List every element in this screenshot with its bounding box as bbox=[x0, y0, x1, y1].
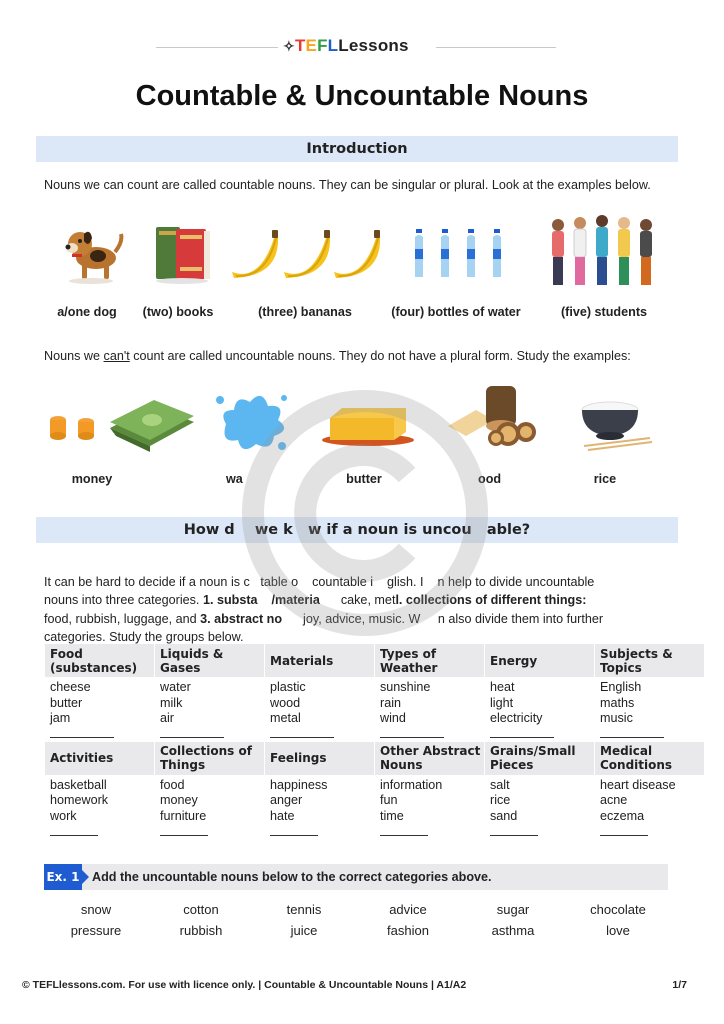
category-item: time bbox=[380, 808, 404, 823]
category-item: furniture bbox=[160, 808, 207, 823]
category-header: Grains/Small Pieces bbox=[485, 742, 595, 775]
category-header: Medical Conditions bbox=[595, 742, 705, 775]
category-item: sunshine bbox=[380, 680, 431, 694]
logo-letter: T bbox=[294, 36, 306, 55]
section2-line2b: 1. substa /materia bbox=[202, 593, 320, 608]
answer-blank-line[interactable] bbox=[50, 825, 98, 836]
category-item: eczema bbox=[600, 808, 645, 823]
cant-underlined: can't bbox=[103, 349, 130, 363]
category-item: maths bbox=[600, 695, 635, 710]
word-bank-item: fashion bbox=[387, 923, 429, 938]
how-to-know-heading-band bbox=[36, 517, 678, 543]
category-header: Other Abstract Nouns bbox=[375, 742, 485, 775]
tefl-lessons-logo bbox=[283, 36, 409, 56]
lightbulb-icon: ✧ bbox=[283, 38, 295, 54]
caption-bottles: (four) bottles of water bbox=[391, 305, 521, 319]
category-header: Materials bbox=[265, 644, 375, 677]
rice-icon bbox=[574, 388, 654, 452]
category-item: sand bbox=[490, 808, 518, 823]
section2-line1: It can be hard to decide if a noun is c table o countable i glish. I n help to divide uncountable bbox=[44, 574, 595, 589]
how-to-know-heading: How d we k w if a noun is uncou able? bbox=[183, 522, 531, 538]
category-item: jam bbox=[50, 711, 71, 726]
category-table bbox=[44, 644, 704, 840]
category-item: wood bbox=[270, 695, 301, 710]
wood-icon bbox=[446, 380, 538, 450]
caption-money: money bbox=[71, 472, 113, 486]
category-item: light bbox=[490, 695, 514, 710]
section2-line2e: l. collections of different things: bbox=[395, 593, 587, 608]
page-title: Countable & Uncountable Nouns bbox=[135, 80, 589, 112]
word-bank-item: love bbox=[606, 923, 630, 938]
section2-line2d: t bbox=[391, 593, 396, 608]
logo-lessons: Lessons bbox=[338, 36, 409, 55]
category-item: acne bbox=[600, 793, 628, 808]
countable-intro-text: Nouns we can count are called countable nouns. They can be singular or plural. Look at the examples below. bbox=[44, 178, 651, 192]
exercise-bar bbox=[44, 864, 668, 890]
answer-blank-line[interactable] bbox=[380, 727, 444, 738]
category-items bbox=[45, 677, 155, 742]
category-items bbox=[595, 775, 705, 840]
category-item: water bbox=[160, 680, 191, 694]
intro-heading: Introduction bbox=[306, 141, 408, 157]
category-item: metal bbox=[270, 711, 301, 726]
caption-dog: a/one dog bbox=[57, 305, 117, 319]
category-header: Energy bbox=[485, 644, 595, 677]
category-items bbox=[155, 775, 265, 840]
word-bank-item: tennis bbox=[286, 902, 322, 917]
category-header: Food (substances) bbox=[45, 644, 155, 677]
category-item: English bbox=[600, 680, 642, 694]
section2-line2a: nouns into three categories. bbox=[44, 593, 203, 608]
table-header-row-1 bbox=[45, 644, 705, 677]
word-bank-item: rubbish bbox=[179, 923, 223, 938]
category-item: butter bbox=[50, 695, 83, 710]
dog-icon bbox=[58, 220, 124, 286]
section2-line3a: food, rubbish, luggage, and bbox=[44, 611, 201, 626]
category-header: Feelings bbox=[265, 742, 375, 775]
category-header: Types of Weather bbox=[375, 644, 485, 677]
exercise-instruction: Add the uncountable nouns below to the correct categories above. bbox=[92, 870, 492, 884]
category-items bbox=[485, 775, 595, 840]
category-item: rain bbox=[380, 695, 401, 710]
category-header: Subjects & Topics bbox=[595, 644, 705, 677]
category-items bbox=[375, 775, 485, 840]
category-item: happiness bbox=[270, 777, 328, 792]
caption-water: wa bbox=[226, 472, 243, 486]
word-bank-item: advice bbox=[389, 902, 427, 917]
category-item: salt bbox=[490, 777, 510, 792]
category-item: work bbox=[50, 808, 77, 823]
page-number: 1/7 bbox=[672, 979, 687, 991]
category-item: basketball bbox=[50, 777, 107, 792]
category-item: milk bbox=[160, 695, 183, 710]
category-items bbox=[595, 677, 705, 742]
category-items bbox=[265, 775, 375, 840]
section2-line3b: 3. abstract no bbox=[200, 611, 283, 626]
category-item: heat bbox=[490, 680, 515, 694]
category-item: plastic bbox=[270, 680, 306, 694]
category-item: food bbox=[160, 777, 185, 792]
bananas-icon bbox=[230, 226, 380, 284]
category-items bbox=[485, 677, 595, 742]
category-item: air bbox=[160, 711, 174, 726]
water-bottles-icon bbox=[412, 229, 512, 281]
students-icon bbox=[546, 213, 664, 289]
category-item: electricity bbox=[490, 711, 543, 726]
category-item: fun bbox=[380, 793, 398, 808]
category-item: wind bbox=[380, 711, 406, 726]
word-bank-item: chocolate bbox=[590, 902, 646, 917]
logo-letter: L bbox=[327, 36, 339, 55]
logo-tefl bbox=[295, 36, 338, 55]
answer-blank-line[interactable] bbox=[380, 825, 428, 836]
category-item: money bbox=[160, 793, 198, 808]
caption-rice: rice bbox=[593, 472, 617, 486]
butter-icon bbox=[322, 406, 414, 446]
caption-wood: ood bbox=[478, 472, 502, 486]
uncountable-text-part2: count are called uncountable nouns. They do not have a plural form. Study the examples: bbox=[129, 349, 631, 363]
category-item: homework bbox=[50, 793, 109, 808]
intro-heading-band bbox=[36, 136, 678, 162]
exercise-badge: Ex. 1 bbox=[44, 864, 82, 890]
uncountable-intro-text bbox=[44, 347, 684, 366]
uncountable-text-part1: Nouns we bbox=[44, 349, 104, 363]
word-bank-item: asthma bbox=[491, 923, 535, 938]
category-item: rice bbox=[490, 793, 511, 808]
answer-blank-line[interactable] bbox=[600, 825, 648, 836]
water-splash-icon bbox=[214, 390, 290, 454]
footer-text: © TEFLlessons.com. For use with licence only. | Countable & Uncountable Nouns | A1/A2 bbox=[22, 979, 467, 991]
caption-bananas: (three) bananas bbox=[258, 305, 352, 319]
category-item: cheese bbox=[50, 680, 91, 694]
word-bank-item: cotton bbox=[183, 902, 219, 917]
header-rule-right bbox=[436, 47, 556, 48]
caption-butter: butter bbox=[346, 472, 382, 486]
category-item: music bbox=[600, 711, 633, 726]
category-item: hate bbox=[270, 808, 295, 823]
category-header: Activities bbox=[45, 742, 155, 775]
category-items bbox=[45, 775, 155, 840]
answer-blank-line[interactable] bbox=[490, 727, 554, 738]
word-bank-item: sugar bbox=[496, 902, 530, 917]
table-header-row-2 bbox=[45, 742, 705, 775]
word-bank-item: juice bbox=[290, 923, 318, 938]
money-icon bbox=[46, 398, 196, 452]
table-body-row-1 bbox=[45, 677, 705, 742]
category-header: Collections of Things bbox=[155, 742, 265, 775]
category-item: information bbox=[380, 777, 443, 792]
answer-blank-line[interactable] bbox=[600, 727, 664, 738]
word-bank-item: snow bbox=[80, 902, 112, 917]
category-items bbox=[375, 677, 485, 742]
how-to-know-text bbox=[44, 554, 684, 647]
section2-line4: categories. Study the groups below. bbox=[44, 630, 244, 645]
category-item: heart disease bbox=[600, 777, 676, 792]
header-rule-left bbox=[156, 47, 278, 48]
books-icon bbox=[154, 223, 212, 285]
answer-blank-line[interactable] bbox=[270, 727, 334, 738]
table-body-row-2 bbox=[45, 775, 705, 840]
section2-line2c: cake, me bbox=[319, 593, 392, 608]
answer-blank-line[interactable] bbox=[50, 727, 114, 738]
category-items bbox=[265, 677, 375, 742]
logo-letter: F bbox=[317, 36, 328, 55]
word-bank-item: pressure bbox=[70, 923, 122, 938]
category-header: Liquids & Gases bbox=[155, 644, 265, 677]
answer-blank-line[interactable] bbox=[270, 825, 318, 836]
answer-blank-line[interactable] bbox=[160, 727, 224, 738]
category-items bbox=[155, 677, 265, 742]
logo-letter: E bbox=[305, 36, 318, 55]
caption-books: (two) books bbox=[142, 305, 214, 319]
category-item: anger bbox=[270, 793, 303, 808]
answer-blank-line[interactable] bbox=[160, 825, 208, 836]
answer-blank-line[interactable] bbox=[490, 825, 538, 836]
caption-students: (five) students bbox=[560, 305, 648, 319]
section2-line3c: joy, advice, music. W n also divide them into further bbox=[282, 611, 604, 626]
